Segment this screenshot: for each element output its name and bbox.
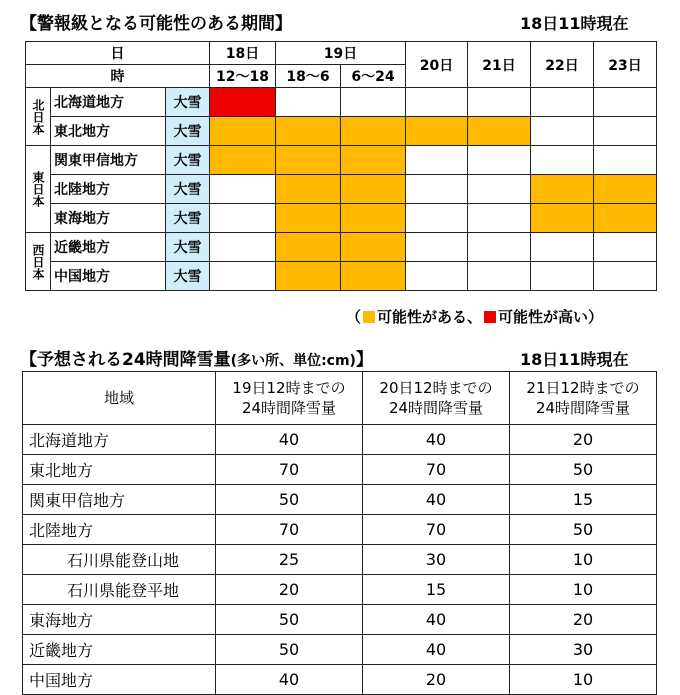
level-cell-none [210,175,276,204]
level-cell-none [531,146,594,175]
snowfall-value: 40 [216,665,363,695]
column-header-line2: 24時間降雪量 [388,399,484,417]
column-header [216,372,363,425]
snowfall-value: 40 [363,425,510,455]
level-cell-none [594,233,657,262]
area-name: 中国地方 [51,262,166,291]
phenomenon: 大雪 [166,117,210,146]
level-cell-none [594,146,657,175]
level-cell-none [406,175,468,204]
column-header-line1: 20日12時までの [379,379,493,397]
warning-as-of: 18日11時現在 [520,14,629,33]
level-cell-none [406,204,468,233]
phenomenon: 大雪 [166,204,210,233]
snowfall-title-note: (多い所、単位:cm) [230,353,356,369]
area-name: 近畿地方 [51,233,166,262]
region-label: 西日本 [26,233,51,291]
area-name: 中国地方 [23,665,216,695]
area-name: 北陸地方 [23,515,216,545]
table-row [23,665,657,695]
table-row [26,204,657,233]
level-cell-none [468,204,531,233]
table-row [26,88,657,117]
snowfall-value: 50 [510,515,657,545]
day-header: 18日 [210,42,276,65]
table-row [26,262,657,291]
phenomenon: 大雪 [166,262,210,291]
column-header-line1: 21日12時までの [526,379,640,397]
level-cell-none [468,175,531,204]
area-name: 北海道地方 [23,425,216,455]
warning-title: 【警報級となる可能性のある期間】 [20,14,292,34]
header-area: 地域 [23,372,216,425]
snowfall-value: 25 [216,545,363,575]
snowfall-value: 70 [363,515,510,545]
level-cell-possible [468,117,531,146]
level-cell-high [210,88,276,117]
level-cell-none [531,88,594,117]
level-cell-none [594,262,657,291]
snowfall-value: 40 [363,635,510,665]
level-cell-possible [276,146,341,175]
snowfall-value: 40 [363,605,510,635]
level-cell-possible [531,204,594,233]
header-day-row [26,42,657,65]
snowfall-value: 20 [363,665,510,695]
snowfall-value: 15 [363,575,510,605]
snowfall-title [20,345,373,370]
snowfall-title-close: 】 [355,350,373,370]
snowfall-value: 70 [363,455,510,485]
level-cell-possible [594,175,657,204]
column-header-line1: 19日12時までの [232,379,346,397]
time-header: 6～24 [341,65,406,88]
level-cell-none [468,233,531,262]
header-time-label: 時 [26,65,210,88]
snowfall-value: 15 [510,485,657,515]
level-cell-possible [276,233,341,262]
level-cell-possible [276,175,341,204]
level-cell-possible [341,146,406,175]
day-header: 19日 [276,42,406,65]
area-name: 関東甲信地方 [51,146,166,175]
snowfall-value: 40 [363,485,510,515]
table-row [23,545,657,575]
area-name: 東北地方 [23,455,216,485]
level-cell-none [210,262,276,291]
snowfall-title-main: 【予想される24時間降雪量 [20,350,231,370]
snowfall-value: 70 [216,455,363,485]
area-name: 石川県能登山地 [23,545,216,575]
snow-header-row [23,372,657,425]
day-header: 23日 [594,42,657,88]
level-cell-possible [276,204,341,233]
level-cell-possible [210,117,276,146]
level-cell-none [531,233,594,262]
legend-close: ） [588,308,604,326]
phenomenon: 大雪 [166,146,210,175]
time-header: 18～6 [276,65,341,88]
snowfall-value: 70 [216,515,363,545]
level-cell-possible [531,175,594,204]
legend-high-swatch [484,311,496,323]
level-cell-none [594,88,657,117]
table-row [23,605,657,635]
table-row [23,635,657,665]
time-header: 12～18 [210,65,276,88]
phenomenon: 大雪 [166,88,210,117]
table-row [26,175,657,204]
snowfall-value: 30 [363,545,510,575]
snowfall-value: 50 [216,635,363,665]
snowfall-value: 50 [216,605,363,635]
level-cell-possible [210,146,276,175]
level-cell-none [531,117,594,146]
level-cell-none [276,88,341,117]
level-cell-possible [341,262,406,291]
column-header [510,372,657,425]
table-row [26,146,657,175]
level-cell-none [406,88,468,117]
level-cell-none [210,204,276,233]
column-header-line2: 24時間降雪量 [241,399,337,417]
snowfall-table [22,371,657,695]
level-cell-none [406,262,468,291]
header-day-label: 日 [26,42,210,65]
level-cell-none [531,262,594,291]
warning-period-table [25,41,657,291]
snowfall-value: 10 [510,665,657,695]
snowfall-table-body [23,372,657,695]
snowfall-value: 10 [510,575,657,605]
area-name: 関東甲信地方 [23,485,216,515]
legend-open: （ [346,308,362,326]
level-cell-none [468,146,531,175]
table-row [26,117,657,146]
day-header: 21日 [468,42,531,88]
legend-possible-label: 可能性がある、 [377,308,483,326]
level-cell-possible [341,204,406,233]
legend-possible-swatch [363,311,375,323]
warning-table-body [26,42,657,291]
phenomenon: 大雪 [166,233,210,262]
legend [346,306,603,327]
area-name: 北陸地方 [51,175,166,204]
level-cell-possible [341,175,406,204]
area-name: 石川県能登平地 [23,575,216,605]
table-row [23,575,657,605]
level-cell-possible [594,204,657,233]
level-cell-possible [276,262,341,291]
level-cell-possible [276,117,341,146]
snowfall-value: 30 [510,635,657,665]
snowfall-value: 20 [216,575,363,605]
snowfall-value: 50 [510,455,657,485]
column-header-line2: 24時間降雪量 [535,399,631,417]
snowfall-value: 50 [216,485,363,515]
level-cell-none [406,233,468,262]
region-label: 北日本 [26,88,51,146]
level-cell-none [594,117,657,146]
level-cell-none [468,262,531,291]
snowfall-value: 40 [216,425,363,455]
level-cell-none [341,88,406,117]
table-row [23,455,657,485]
level-cell-possible [341,117,406,146]
area-name: 北海道地方 [51,88,166,117]
column-header [363,372,510,425]
table-row [23,485,657,515]
area-name: 東海地方 [51,204,166,233]
level-cell-possible [406,117,468,146]
table-row [23,515,657,545]
table-row [26,233,657,262]
legend-high-label: 可能性が高い [498,308,589,326]
level-cell-none [210,233,276,262]
phenomenon: 大雪 [166,175,210,204]
region-label: 東日本 [26,146,51,233]
area-name: 東北地方 [51,117,166,146]
table-row [23,425,657,455]
level-cell-none [406,146,468,175]
snowfall-value: 20 [510,425,657,455]
snowfall-as-of: 18日11時現在 [520,350,629,369]
day-header: 20日 [406,42,468,88]
area-name: 近畿地方 [23,635,216,665]
snowfall-value: 10 [510,545,657,575]
snowfall-value: 20 [510,605,657,635]
area-name: 東海地方 [23,605,216,635]
day-header: 22日 [531,42,594,88]
level-cell-none [468,88,531,117]
level-cell-possible [341,233,406,262]
